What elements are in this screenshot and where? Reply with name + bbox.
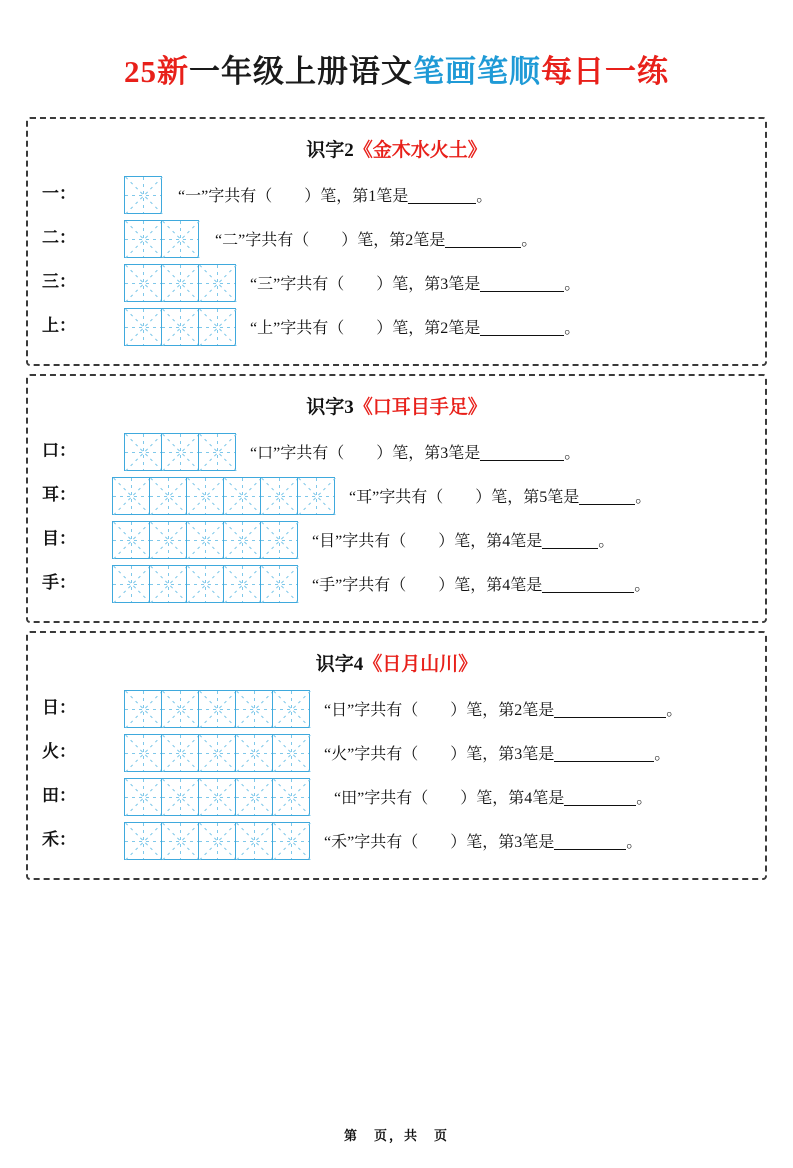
row-character-label: 禾：	[42, 830, 76, 849]
cell-diagonal-guides	[125, 177, 161, 213]
exercise-question	[310, 746, 670, 772]
cell-diagonal-guides	[113, 478, 149, 514]
section-title-number: 识字2	[306, 140, 354, 161]
writing-cell[interactable]	[149, 477, 187, 515]
question-period: 。	[598, 533, 615, 551]
tian-zi-ge-grid[interactable]	[124, 220, 199, 258]
worksheet-section	[26, 117, 767, 366]
question-text: “上”字共有（ ）笔，第2笔是	[250, 320, 481, 338]
question-text: “日”字共有（ ）笔，第2笔是	[324, 702, 555, 720]
title-part-strokes: 笔画笔顺	[413, 54, 541, 89]
exercise-row	[42, 264, 751, 302]
tian-zi-ge-grid[interactable]	[124, 822, 310, 860]
question-text: “目”字共有（ ）笔，第4笔是	[312, 533, 543, 551]
writing-cell[interactable]	[260, 565, 298, 603]
exercise-question	[298, 577, 650, 603]
writing-cell[interactable]	[235, 690, 273, 728]
cell-diagonal-guides	[261, 566, 297, 602]
writing-cell[interactable]	[161, 264, 199, 302]
tian-zi-ge-grid[interactable]	[112, 521, 298, 559]
question-text: “二”字共有（ ）笔，第2笔是	[215, 232, 446, 250]
question-period: 。	[564, 320, 581, 338]
tian-zi-ge-grid[interactable]	[124, 308, 236, 346]
question-text: “火”字共有（ ）笔，第3笔是	[324, 746, 555, 764]
question-period: 。	[636, 790, 653, 808]
writing-cell[interactable]	[124, 433, 162, 471]
section-title	[42, 135, 751, 162]
cell-diagonal-guides	[273, 779, 309, 815]
exercise-row	[42, 308, 751, 346]
row-character-label: 口：	[42, 441, 76, 460]
exercise-row	[42, 176, 751, 214]
exercise-row	[42, 822, 751, 860]
cell-diagonal-guides	[224, 478, 260, 514]
writing-cell[interactable]	[161, 822, 199, 860]
answer-blank[interactable]	[554, 834, 626, 850]
tian-zi-ge-grid[interactable]	[124, 176, 162, 214]
row-character-label: 火：	[42, 742, 76, 761]
exercise-row	[42, 433, 751, 471]
cell-diagonal-guides	[125, 265, 161, 301]
question-text: “口”字共有（ ）笔，第3笔是	[250, 445, 481, 463]
page-title	[26, 46, 767, 91]
cell-diagonal-guides	[125, 691, 161, 727]
writing-cell[interactable]	[272, 734, 310, 772]
writing-cell[interactable]	[198, 308, 236, 346]
writing-cell[interactable]	[235, 778, 273, 816]
tian-zi-ge-grid[interactable]	[124, 734, 310, 772]
cell-diagonal-guides	[113, 566, 149, 602]
cell-diagonal-guides	[236, 735, 272, 771]
exercise-row	[42, 565, 751, 603]
exercise-question	[162, 188, 492, 214]
question-text: “三”字共有（ ）笔，第3笔是	[250, 276, 481, 294]
exercise-question	[199, 232, 537, 258]
question-text: “田”字共有（ ）笔，第4笔是	[334, 790, 565, 808]
cell-diagonal-guides	[162, 779, 198, 815]
section-title	[42, 392, 751, 419]
answer-blank[interactable]	[554, 746, 654, 762]
writing-cell[interactable]	[186, 477, 224, 515]
writing-cell[interactable]	[112, 477, 150, 515]
exercise-question	[310, 702, 682, 728]
cell-diagonal-guides	[273, 691, 309, 727]
exercise-row	[42, 521, 751, 559]
writing-cell[interactable]	[161, 433, 199, 471]
writing-cell[interactable]	[235, 822, 273, 860]
answer-blank[interactable]	[480, 445, 564, 461]
row-character-label: 一：	[42, 184, 76, 203]
answer-blank[interactable]	[542, 533, 598, 549]
exercise-row	[42, 477, 751, 515]
cell-diagonal-guides	[199, 823, 235, 859]
row-character-label: 田：	[42, 786, 76, 805]
row-character-label: 日：	[42, 698, 76, 717]
exercise-row	[42, 778, 751, 816]
writing-cell[interactable]	[161, 308, 199, 346]
row-character-label: 上：	[42, 316, 76, 335]
question-period: 。	[564, 445, 581, 463]
title-part-new: 25新	[124, 54, 189, 89]
writing-cell[interactable]	[223, 521, 261, 559]
cell-diagonal-guides	[236, 823, 272, 859]
section-title-lesson: 《口耳目手足》	[353, 397, 487, 418]
writing-cell[interactable]	[186, 521, 224, 559]
writing-cell[interactable]	[161, 734, 199, 772]
exercise-row	[42, 734, 751, 772]
cell-diagonal-guides	[113, 522, 149, 558]
cell-diagonal-guides	[199, 735, 235, 771]
cell-diagonal-guides	[236, 691, 272, 727]
cell-diagonal-guides	[199, 779, 235, 815]
answer-blank[interactable]	[408, 188, 476, 204]
section-title-lesson: 《金木水火土》	[353, 140, 487, 161]
writing-cell[interactable]	[149, 521, 187, 559]
cell-diagonal-guides	[261, 522, 297, 558]
answer-blank[interactable]	[542, 577, 634, 593]
writing-cell[interactable]	[297, 477, 335, 515]
writing-cell[interactable]	[260, 477, 298, 515]
cell-diagonal-guides	[199, 434, 235, 470]
cell-diagonal-guides	[187, 478, 223, 514]
exercise-row	[42, 690, 751, 728]
tian-zi-ge-grid[interactable]	[124, 778, 310, 816]
page-footer: 第 页，共 页	[343, 1128, 449, 1143]
answer-blank[interactable]	[480, 320, 564, 336]
question-period: 。	[521, 232, 538, 250]
cell-diagonal-guides	[162, 265, 198, 301]
cell-diagonal-guides	[162, 309, 198, 345]
writing-cell[interactable]	[124, 176, 162, 214]
writing-cell[interactable]	[198, 778, 236, 816]
writing-cell[interactable]	[149, 565, 187, 603]
answer-blank[interactable]	[564, 790, 636, 806]
cell-diagonal-guides	[187, 522, 223, 558]
cell-diagonal-guides	[162, 434, 198, 470]
writing-cell[interactable]	[161, 220, 199, 258]
writing-cell[interactable]	[112, 521, 150, 559]
writing-cell[interactable]	[124, 220, 162, 258]
cell-diagonal-guides	[273, 735, 309, 771]
writing-cell[interactable]	[161, 778, 199, 816]
question-period: 。	[666, 702, 683, 720]
cell-diagonal-guides	[162, 735, 198, 771]
writing-cell[interactable]	[112, 565, 150, 603]
exercise-row	[42, 220, 751, 258]
row-character-label: 耳：	[42, 485, 76, 504]
question-period: 。	[564, 276, 581, 294]
writing-cell[interactable]	[260, 521, 298, 559]
writing-cell[interactable]	[161, 690, 199, 728]
cell-diagonal-guides	[150, 478, 186, 514]
cell-diagonal-guides	[125, 779, 161, 815]
writing-cell[interactable]	[223, 477, 261, 515]
question-text: “耳”字共有（ ）笔，第5笔是	[349, 489, 580, 507]
cell-diagonal-guides	[162, 221, 198, 257]
row-character-label: 二：	[42, 228, 76, 247]
cell-diagonal-guides	[224, 566, 260, 602]
cell-diagonal-guides	[199, 309, 235, 345]
cell-diagonal-guides	[125, 735, 161, 771]
tian-zi-ge-grid[interactable]	[124, 433, 236, 471]
exercise-question	[236, 445, 580, 471]
writing-cell[interactable]	[124, 734, 162, 772]
cell-diagonal-guides	[187, 566, 223, 602]
writing-cell[interactable]	[186, 565, 224, 603]
exercise-question	[310, 834, 642, 860]
writing-cell[interactable]	[272, 690, 310, 728]
answer-blank[interactable]	[445, 232, 521, 248]
cell-diagonal-guides	[199, 691, 235, 727]
cell-diagonal-guides	[236, 779, 272, 815]
tian-zi-ge-grid[interactable]	[124, 264, 236, 302]
answer-blank[interactable]	[579, 489, 635, 505]
answer-blank[interactable]	[554, 702, 666, 718]
worksheet-page	[0, 46, 793, 1168]
row-character-label: 目：	[42, 529, 76, 548]
exercise-question	[335, 489, 651, 515]
writing-cell[interactable]	[198, 734, 236, 772]
sections-container	[26, 117, 767, 880]
question-text: “禾”字共有（ ）笔，第3笔是	[324, 834, 555, 852]
cell-diagonal-guides	[125, 823, 161, 859]
worksheet-section	[26, 374, 767, 623]
writing-cell[interactable]	[198, 822, 236, 860]
writing-cell[interactable]	[124, 264, 162, 302]
title-part-daily: 每日一练	[541, 54, 669, 89]
cell-diagonal-guides	[125, 221, 161, 257]
cell-diagonal-guides	[125, 309, 161, 345]
cell-diagonal-guides	[224, 522, 260, 558]
tian-zi-ge-grid[interactable]	[112, 477, 335, 515]
cell-diagonal-guides	[298, 478, 334, 514]
question-period: 。	[654, 746, 671, 764]
question-period: 。	[634, 577, 651, 595]
cell-diagonal-guides	[199, 265, 235, 301]
cell-diagonal-guides	[125, 434, 161, 470]
writing-cell[interactable]	[272, 822, 310, 860]
exercise-question	[236, 276, 580, 302]
writing-cell[interactable]	[198, 690, 236, 728]
writing-cell[interactable]	[124, 690, 162, 728]
exercise-question	[298, 533, 614, 559]
question-text: “手”字共有（ ）笔，第4笔是	[312, 577, 543, 595]
row-character-label: 手：	[42, 573, 76, 592]
cell-diagonal-guides	[162, 691, 198, 727]
title-part-grade: 一年级上册语文	[189, 54, 413, 89]
writing-cell[interactable]	[198, 433, 236, 471]
writing-cell[interactable]	[124, 308, 162, 346]
question-period: 。	[635, 489, 652, 507]
question-period: 。	[476, 188, 493, 206]
writing-cell[interactable]	[272, 778, 310, 816]
question-period: 。	[626, 834, 643, 852]
writing-cell[interactable]	[124, 778, 162, 816]
exercise-question	[310, 790, 652, 816]
writing-cell[interactable]	[223, 565, 261, 603]
cell-diagonal-guides	[150, 566, 186, 602]
cell-diagonal-guides	[162, 823, 198, 859]
cell-diagonal-guides	[261, 478, 297, 514]
writing-cell[interactable]	[198, 264, 236, 302]
question-text: “一”字共有（ ）笔，第1笔是	[178, 188, 409, 206]
writing-cell[interactable]	[124, 822, 162, 860]
section-title-number: 识字4	[315, 654, 364, 675]
cell-diagonal-guides	[150, 522, 186, 558]
row-character-label: 三：	[42, 272, 76, 291]
cell-diagonal-guides	[273, 823, 309, 859]
section-title	[42, 649, 751, 676]
writing-cell[interactable]	[235, 734, 273, 772]
section-title-lesson: 《日月山川》	[363, 654, 478, 675]
tian-zi-ge-grid[interactable]	[124, 690, 310, 728]
answer-blank[interactable]	[480, 276, 564, 292]
exercise-question	[236, 320, 580, 346]
section-title-number: 识字3	[306, 397, 354, 418]
tian-zi-ge-grid[interactable]	[112, 565, 298, 603]
worksheet-section	[26, 631, 767, 880]
